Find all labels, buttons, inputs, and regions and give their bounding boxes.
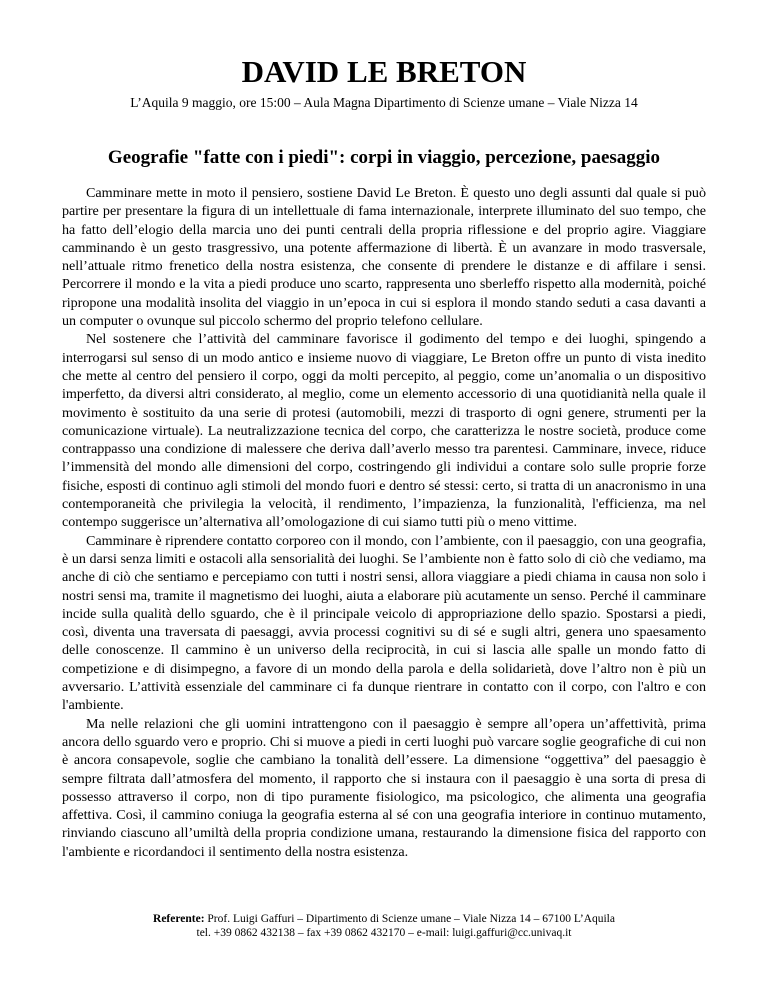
page-title: DAVID LE BRETON xyxy=(241,54,527,89)
article-body xyxy=(62,184,706,861)
footer-address: Prof. Luigi Gaffuri – Dipartimento di Scienze umane – Viale Nizza 14 – 67100 L’Aquila xyxy=(204,913,615,925)
paragraph: Ma nelle relazioni che gli uomini intrattengono con il paesaggio è sempre all’opera un’affettività, prima ancora dello sguardo vero e proprio. Chi si muove a piedi in certi luoghi può varcare soglie geografiche di cui non è ancora consapevole, soglie che cambiano la tonalità dell’essere. La dimensione “oggettiva” del paesaggio è sempre filtrata dall’atmosfera del momento, il rapporto che si instaura con il paesaggio è una sorta di presa di possesso attraverso il corpo, non di tipo puramente fisiologico, ma psicologico, che alimenta una geografia affettiva. Così, il cammino coniuga la geografia esterna al sé con una geografia interiore in continuo mutamento, rinviando ciascuno all’umiltà della propria condizione umana, restaurando la dimensione fisica del rapporto con l'ambiente e ricordandoci il sentimento della nostra esistenza. xyxy=(62,715,706,860)
paragraph: Camminare è riprendere contatto corporeo con il mondo, con l’ambiente, con il paesaggio, con una geografia, è un darsi senza limiti e ostacoli alla sensorialità dei luoghi. Se l’ambiente non è fatto solo di ciò che vediamo, ma anche di ciò che sentiamo e percepiamo con tutti i nostri sensi, allora viaggiare a piedi chiama in causa non solo i nostri sensi ma, tramite il magnetismo dei luoghi, aiuta a elaborare più acutamente un senso. Perché il camminare incide sulla qualità dello sguardo, che è il principale veicolo di appropriazione dello spazio. Spostarsi a piedi, così, diventa una traversata di paesaggi, avvia processi cognitivi su di sé e sugli altri, genera uno spaesamento delle conoscenze. Il cammino è un universo della reciprocità, in cui si lascia alle spalle un mondo fatto di competizione e di disimpegno, a favore di un mondo della parola e della solidarietà, dove l’altro non è più un avversario. L’attività essenziale del camminare ci fa dunque rientrare in contatto con il corpo, con l'altro e con l'ambiente. xyxy=(62,532,706,714)
footer-line-1 xyxy=(0,912,768,926)
footer-label: Referente: xyxy=(153,913,205,925)
event-details: L’Aquila 9 maggio, ore 15:00 – Aula Magna Dipartimento di Scienze umane – Viale Nizza 14 xyxy=(130,95,638,110)
article-heading: Geografie "fatte con i piedi": corpi in viaggio, percezione, paesaggio xyxy=(107,147,661,168)
paragraph: Nel sostenere che l’attività del camminare favorisce il godimento del tempo e dei luoghi, spingendo a interrogarsi sul senso di un modo antico e insieme nuovo di viaggiare, Le Breton offre un punto di vista inedito che mette al centro del pensiero il corpo, oggi da molti percepito, al peggio, come un’anomalia o un dispositivo imperfetto, da diversi altri considerato, al meglio, come un elemento accessorio di una quotidianità nella quale il movimento è sostituito da una serie di protesi (automobili, mezzi di trasporto di ogni genere, strumenti per la comunicazione virtuale). La neutralizzazione tecnica del corpo, che caratterizza le nostre società, produce come contrappasso una condizione di malessere che deriva dall’averlo messo tra parentesi. Camminare, invece, riduce l’immensità del mondo alle dimensioni del corpo, costringendo gli individui a contare solo sulle proprie forze fisiche, esposti di continuo agli stimoli del mondo fuori e dentro sé stessi: certo, si tratta di un anacronismo in una contemporaneità che privilegia la velocità, il rendimento, l’impazienza, la funzionalità, l'efficienza, ma nel contempo suggerisce un’alternativa all’omologazione di cui siamo tutti più o meno vittime. xyxy=(62,331,706,531)
footer-contact xyxy=(0,912,768,940)
footer-line-2: tel. +39 0862 432138 – fax +39 0862 432170 – e-mail: luigi.gaffuri@cc.univaq.it xyxy=(196,927,572,939)
paragraph: Camminare mette in moto il pensiero, sostiene David Le Breton. È questo uno degli assunti dal quale si può partire per presentare la figura di un intellettuale di fama internazionale, interprete illuminato del suo tempo, che ha fatto dell’elogio della marcia uno dei punti centrali della propria riflessione e del proprio agire. Viaggiare camminando è un gesto trasgressivo, una potente affermazione di libertà. È un avanzare in modo trasversale, nell’attuale ritmo frenetico della nostra esistenza, che consente di prendere le distanze e di affilare i sensi. Percorrere il mondo e la vita a piedi produce uno scarto, rappresenta uno sberleffo rispetto alla modernità, poiché ripropone una modalità insolita del viaggio in un’epoca in cui si esplora il mondo stando seduti a casa davanti a un computer o ovunque sul piccolo schermo del proprio telefono cellulare. xyxy=(62,185,706,330)
